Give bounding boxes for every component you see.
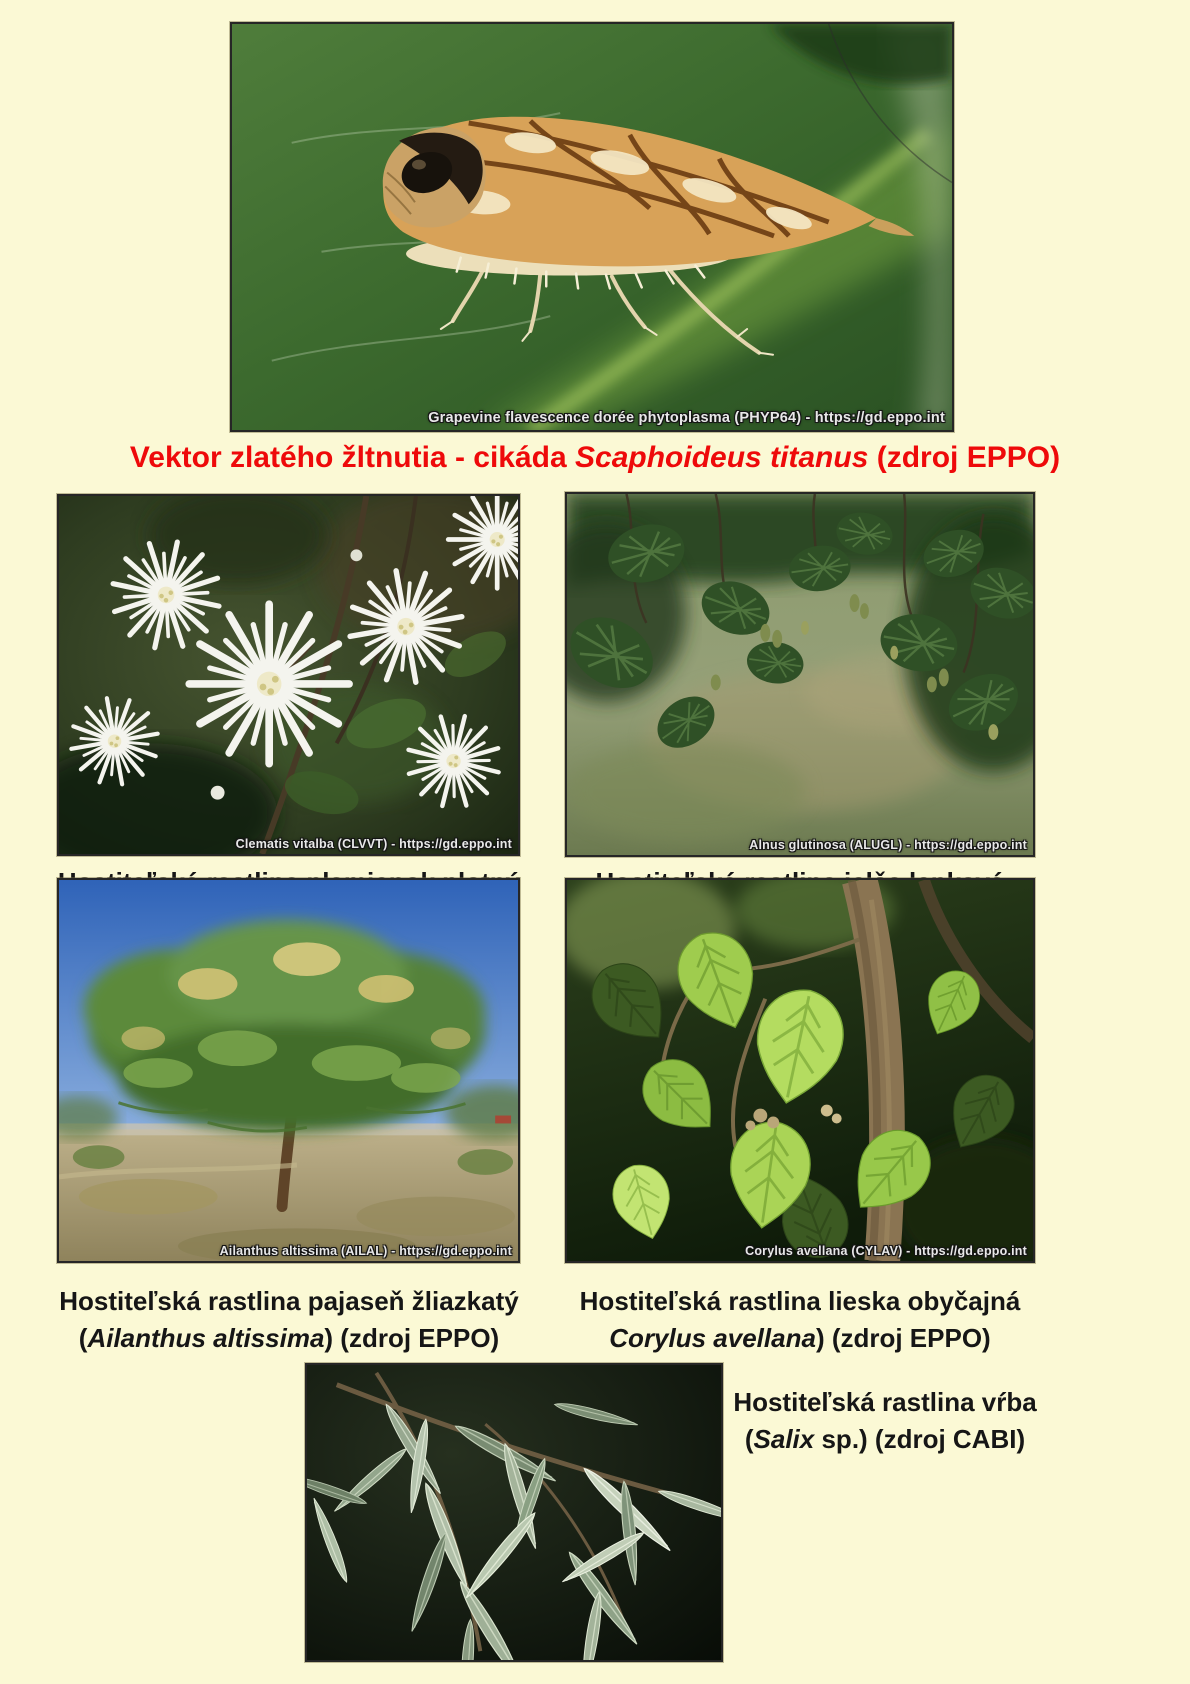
vector-photo-figure xyxy=(230,22,954,432)
caption-salix xyxy=(705,1384,1065,1458)
caption-species: Corylus avellana xyxy=(609,1323,816,1353)
caption-corylus xyxy=(525,1283,1075,1357)
salix-photo xyxy=(307,1365,721,1660)
caption-common-name: Hostiteľská rastlina pajaseň žliazkatý xyxy=(59,1286,519,1316)
photo-watermark: Corylus avellana (CYLAV) - https://gd.eppo.int xyxy=(745,1244,1027,1258)
caption-common-name: Hostiteľská rastlina lieska obyčajná xyxy=(579,1286,1021,1316)
title-prefix: Vektor zlatého žltnutia - cikáda xyxy=(129,441,576,474)
leafhopper-photo xyxy=(232,24,952,430)
photo-watermark: Grapevine flavescence dorée phytoplasma (PHYP64) - https://gd.eppo.int xyxy=(428,410,945,426)
caption-pre: ( xyxy=(78,1323,88,1353)
caption-species: Ailanthus altissima xyxy=(87,1323,325,1353)
clematis-photo xyxy=(59,496,518,854)
corylus-photo xyxy=(567,880,1033,1261)
page-title xyxy=(0,441,1190,475)
alnus-photo xyxy=(567,494,1033,855)
host-photo-figure-ailanthus xyxy=(57,878,520,1263)
photo-watermark: Ailanthus altissima (AILAL) - https://gd.eppo.int xyxy=(219,1244,512,1258)
host-photo-figure-corylus xyxy=(565,878,1035,1263)
caption-post: ) (zdroj EPPO) xyxy=(324,1323,500,1353)
host-photo-figure-alnus xyxy=(565,492,1035,857)
caption-source-line xyxy=(525,1320,1075,1357)
title-suffix: (zdroj EPPO) xyxy=(868,441,1061,474)
caption-pre: ( xyxy=(744,1424,754,1454)
host-photo-figure-clematis xyxy=(57,494,520,856)
caption-source-line xyxy=(14,1320,564,1357)
photo-watermark: Clematis vitalba (CLVVT) - https://gd.eppo.int xyxy=(235,837,512,851)
caption-post: sp.) (zdroj CABI) xyxy=(814,1424,1026,1454)
photo-watermark: Alnus glutinosa (ALUGL) - https://gd.eppo.int xyxy=(749,838,1027,852)
caption-post: ) (zdroj EPPO) xyxy=(815,1323,991,1353)
ailanthus-photo xyxy=(59,880,518,1261)
host-photo-figure-salix xyxy=(305,1363,723,1662)
caption-species: Salix xyxy=(753,1424,815,1454)
caption-ailanthus xyxy=(14,1283,564,1357)
caption-source-line xyxy=(705,1421,1065,1458)
caption-common-name: Hostiteľská rastlina vŕba xyxy=(733,1387,1037,1417)
title-species: Scaphoideus titanus xyxy=(575,441,869,474)
